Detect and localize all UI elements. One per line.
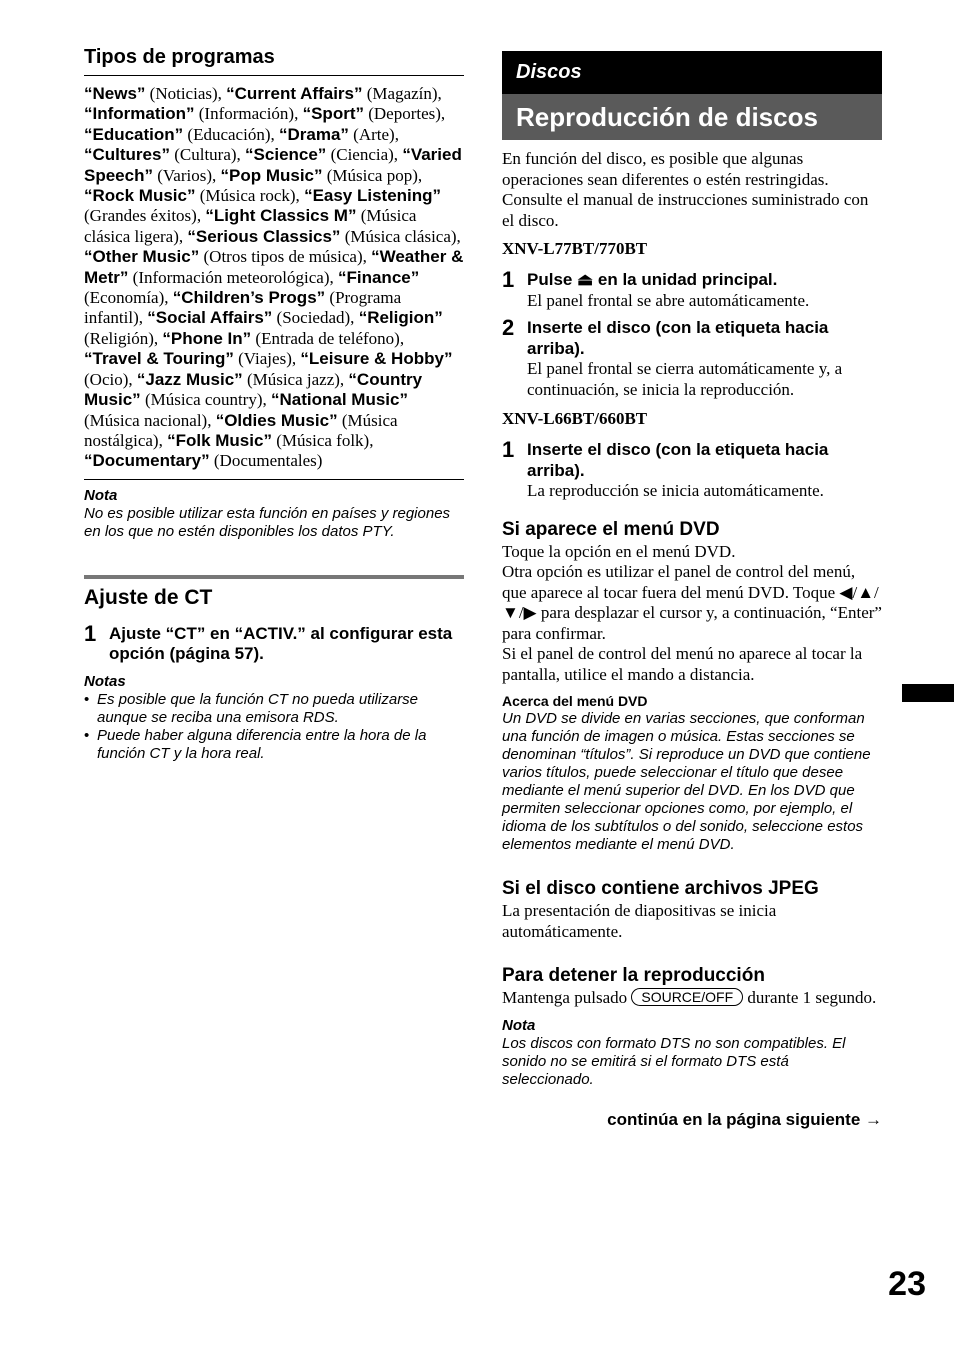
heading-ajuste-de-ct: Ajuste de CT <box>84 585 213 609</box>
program-type-description: (Otros tipos de música), <box>203 247 367 267</box>
program-type-label: “Current Affairs” <box>226 84 363 103</box>
program-type-label: “Easy Listening” <box>304 186 442 206</box>
program-type-label: “Religion” <box>358 308 443 328</box>
step-number: 2 <box>502 315 515 340</box>
program-type-label: “Science” <box>245 145 327 165</box>
program-type-label: “Social Affairs” <box>147 308 273 328</box>
program-type-label: “Oldies Music” <box>215 410 338 430</box>
program-type-label: “Folk Music” <box>167 430 272 450</box>
program-type-description: (Música jazz), <box>246 369 345 389</box>
program-type-label: “Country Music” <box>84 369 423 410</box>
program-type-description: (Viajes), <box>238 349 297 369</box>
program-type-label: “News” <box>84 84 146 103</box>
program-type-description: (Música folk), <box>276 430 374 450</box>
program-type-description: (Música nostálgica), <box>84 410 398 450</box>
program-type-description: (Programa infantil), <box>84 288 402 328</box>
notas-block <box>84 673 464 763</box>
step-result: El panel frontal se cierra automáticamente y, a continuación, se inicia la reproducción. <box>527 359 843 399</box>
program-type-label: “Education” <box>84 124 184 144</box>
program-type-label: “Serious Classics” <box>187 226 341 246</box>
program-type-description: (Magazín), <box>366 84 442 103</box>
program-type-description: (Economía), <box>84 288 169 308</box>
step-instruction: Ajuste “CT” en “ACTIV.” al configurar esta opción (página 57). <box>109 623 453 664</box>
stop-text-b: durante 1 segundo. <box>747 988 877 1007</box>
step-result: El panel frontal se abre automáticamente. <box>527 290 810 310</box>
program-type-label: “Drama” <box>279 124 349 144</box>
category-banner <box>502 51 882 94</box>
side-tab-marker <box>902 684 954 702</box>
program-type-label: “Travel & Touring” <box>84 349 234 369</box>
step-text: Pulse <box>527 270 573 289</box>
step-instruction <box>527 270 882 291</box>
program-type-description: (Información meteorológica), <box>132 267 334 287</box>
step-1-eject <box>502 267 882 311</box>
program-type-label: “Varied Speech” <box>84 145 462 185</box>
program-type-label: “Other Music” <box>84 247 200 267</box>
notas-list <box>84 691 464 763</box>
dvd-paragraph: Toque la opción en el menú DVD. <box>502 541 736 561</box>
program-type-description: (Educación), <box>187 124 275 144</box>
program-type-description: (Información), <box>198 104 299 124</box>
program-type-label: “Information” <box>84 104 195 124</box>
step-2-insert <box>502 315 882 400</box>
heading-tipos-de-programas: Tipos de programas <box>84 44 464 76</box>
nota-item: • Puede haber alguna diferencia entre la hora de la función CT y la hora real. <box>84 727 464 763</box>
jpeg-text: La presentación de diapositivas se inicia automáticamente. <box>502 901 777 941</box>
nota-block-right <box>502 1017 882 1089</box>
program-type-description: (Entrada de teléfono), <box>255 328 405 348</box>
nota-block <box>84 487 464 541</box>
step-result: La reproducción se inicia automáticamente. <box>527 481 824 500</box>
model-label: XNV-L66BT/660BT <box>502 409 648 428</box>
program-type-description: (Música pop), <box>326 165 423 185</box>
intro-paragraph: En función del disco, es posible que algunas operaciones sean diferentes o estén restringidas. Consulte el manual de instrucciones suministrado con el disco. <box>502 149 869 230</box>
stop-text-a: Mantenga pulsado <box>502 988 628 1007</box>
step-instruction: Inserte el disco (con la etiqueta hacia arriba). <box>527 440 829 480</box>
program-type-description: (Noticias), <box>149 84 222 103</box>
step-text: en la unidad principal. <box>597 270 778 289</box>
title-banner <box>502 94 882 140</box>
continue-next-page: continúa en la página siguiente → <box>607 1109 882 1129</box>
nota-text: No es posible utilizar esta función en países y regiones en los que no estén disponibles los datos PTY. <box>84 504 451 540</box>
nota-title: Nota <box>84 486 118 504</box>
program-type-description: (Música country), <box>144 390 267 410</box>
heading-acerca-menu-dvd: Acerca del menú DVD <box>502 693 648 709</box>
right-column <box>502 51 882 1130</box>
program-type-description: (Ocio), <box>84 369 133 389</box>
page-title: Reproducción de discos <box>516 102 818 132</box>
program-type-label: “Rock Music” <box>84 186 196 206</box>
model-label: XNV-L77BT/770BT <box>502 239 648 258</box>
page-number: 23 <box>888 1265 926 1303</box>
program-type-label: “Finance” <box>337 267 420 287</box>
program-type-description: (Cultura), <box>174 145 241 165</box>
program-type-description: (Documentales) <box>213 451 323 471</box>
program-type-label: “Sport” <box>302 104 364 124</box>
program-types-list <box>84 84 464 480</box>
step-number: 1 <box>502 437 515 462</box>
step-number: 1 <box>84 620 97 646</box>
program-type-description: (Deportes), <box>368 104 446 124</box>
heading-jpeg: Si el disco contiene archivos JPEG <box>502 878 819 899</box>
program-type-description: (Sociedad), <box>276 308 355 328</box>
program-type-label: “Leisure & Hobby” <box>300 349 453 369</box>
nota-item: • Es posible que la función CT no pueda utilizarse aunque se reciba una emisora RDS. <box>84 691 464 727</box>
nota-title: Nota <box>502 1016 536 1034</box>
ajuste-step <box>84 620 464 665</box>
step-instruction: Inserte el disco (con la etiqueta hacia arriba). <box>527 318 829 358</box>
program-type-description: (Música nacional), <box>84 410 212 430</box>
section-divider <box>84 575 464 579</box>
heading-dvd-menu: Si aparece el menú DVD <box>502 518 720 540</box>
heading-detener: Para detener la reproducción <box>502 965 765 986</box>
step-number: 1 <box>502 267 515 292</box>
dvd-paragraph: Si el panel de control del menú no aparece al tocar la pantalla, utilice el mando a distancia. <box>502 644 863 684</box>
program-type-description: (Música clásica ligera), <box>84 206 417 246</box>
notas-title: Notas <box>84 672 126 690</box>
program-type-description: (Música clásica), <box>344 226 461 246</box>
stop-text <box>502 988 882 1009</box>
program-type-label: “Cultures” <box>84 145 170 165</box>
program-type-label: “Pop Music” <box>220 165 323 185</box>
dvd-paragraph: Otra opción es utilizar el panel de control del menú, que aparece al tocar fuera del menú DVD. Toque ◀/▲/▼/▶ para desplazar el cursor y, a continuación, “Enter” para confirmar. <box>502 562 882 643</box>
program-type-label: “Documentary” <box>84 451 210 471</box>
eject-icon: ⏏ <box>577 270 594 289</box>
program-type-description: (Ciencia), <box>330 145 399 165</box>
step-1-insert <box>502 437 882 502</box>
program-type-description: (Religión), <box>84 328 159 348</box>
category-title: Discos <box>516 61 582 83</box>
acerca-text: Un DVD se divide en varias secciones, que conforman una función de imagen o música. Estas secciones se denominan “títulos”. Si reproduce un DVD que contiene varios títulos, puede seleccionar el título que desee mediante el menú superior del DVD. En los DVD que permiten seleccionar opciones como, por ejemplo, el idioma de los subtítulos o del sonido, seleccione estos elementos mediante el menú DVD. <box>502 710 871 853</box>
program-type-label: “Light Classics M” <box>205 206 357 226</box>
program-type-label: “Children’s Progs” <box>172 288 326 308</box>
program-type-label: “Weather & Metr” <box>84 247 464 287</box>
program-type-label: “Phone In” <box>162 328 252 348</box>
source-off-button-label: SOURCE/OFF <box>631 988 743 1006</box>
program-type-label: “National Music” <box>271 390 408 410</box>
program-type-description: (Grandes éxitos), <box>84 206 202 226</box>
nota-text: Los discos con formato DTS no son compatibles. El sonido no se emitirá si el formato DTS está seleccionado. <box>502 1034 846 1088</box>
program-type-description: (Arte), <box>353 124 399 144</box>
program-type-label: “Jazz Music” <box>136 369 243 389</box>
program-type-description: (Varios), <box>157 165 217 185</box>
program-type-description: (Música rock), <box>199 186 300 206</box>
left-column <box>84 44 464 763</box>
